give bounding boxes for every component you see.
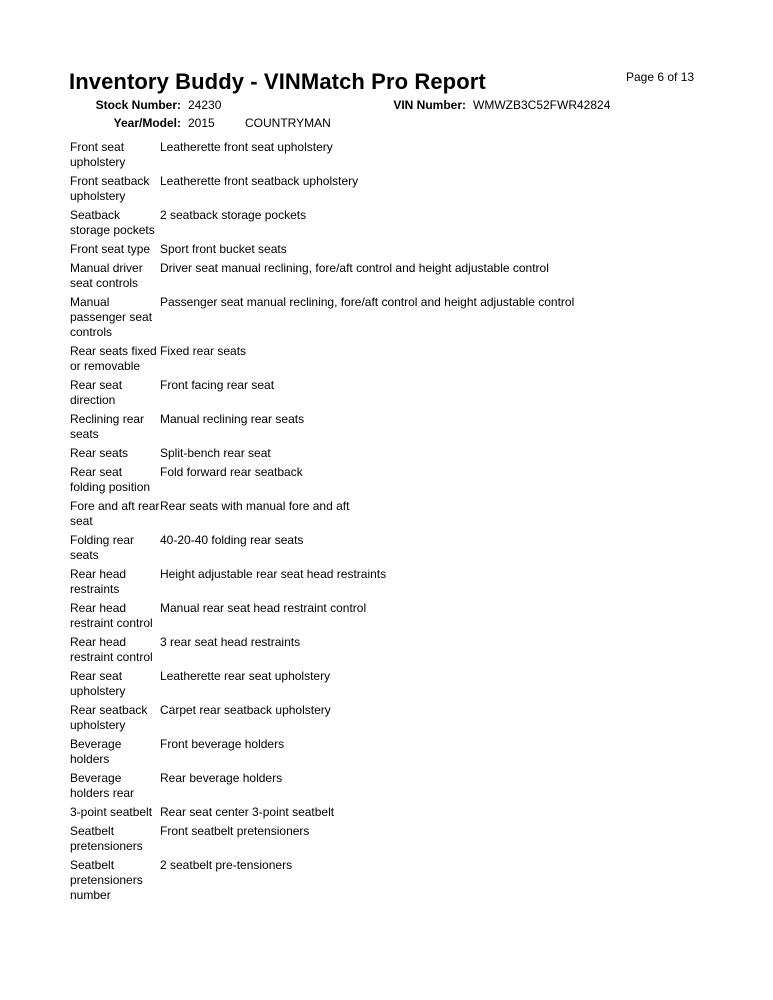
feature-row (70, 465, 710, 495)
feature-row (70, 703, 710, 733)
feature-value: 3 rear seat head restraints (160, 635, 301, 649)
model-value: COUNTRYMAN (245, 116, 331, 130)
feature-value: Carpet rear seatback upholstery (160, 703, 331, 717)
feature-value: Leatherette rear seat upholstery (160, 669, 331, 683)
feature-value: Front beverage holders (160, 737, 285, 751)
year-model-label: Year/Model: (113, 116, 181, 130)
vin-number-label: VIN Number: (393, 98, 466, 112)
feature-key: Rear seatback upholstery (70, 703, 148, 732)
feature-value: Fold forward rear seatback (160, 465, 303, 479)
feature-key: Seatback storage pockets (70, 208, 155, 237)
feature-row (70, 174, 710, 204)
feature-value: 2 seatbelt pre-tensioners (160, 858, 293, 872)
feature-key: Seatbelt pretensioners number (70, 858, 143, 902)
feature-value: Fixed rear seats (160, 344, 247, 358)
feature-value: Leatherette front seatback upholstery (160, 174, 359, 188)
feature-row (70, 771, 710, 801)
feature-value: Driver seat manual reclining, fore/aft control and height adjustable control (160, 261, 549, 275)
report-title: Inventory Buddy - VINMatch Pro Report (69, 69, 486, 94)
feature-value: 2 seatback storage pockets (160, 208, 307, 222)
feature-row (70, 378, 710, 408)
feature-key: Front seatback upholstery (70, 174, 150, 203)
stock-number-label: Stock Number: (95, 98, 181, 112)
feature-row (70, 858, 710, 903)
feature-key: Rear seat direction (70, 378, 123, 407)
feature-value: Height adjustable rear seat head restraints (160, 567, 387, 581)
feature-row (70, 412, 710, 442)
feature-value: Split-bench rear seat (160, 446, 271, 460)
feature-key: Reclining rear seats (70, 412, 145, 441)
feature-row (70, 295, 710, 340)
feature-key: Rear seat folding position (70, 465, 151, 494)
feature-list (70, 140, 710, 907)
feature-key: Rear head restraints (70, 567, 127, 596)
feature-key: 3-point seatbelt (70, 805, 153, 819)
feature-key: Rear seats (70, 446, 129, 460)
feature-row (70, 208, 710, 238)
vin-number-value: WMWZB3C52FWR42824 (473, 98, 611, 112)
feature-value: 40-20-40 folding rear seats (160, 533, 304, 547)
feature-key: Manual passenger seat controls (70, 295, 153, 339)
feature-key: Fore and aft rear seat (70, 499, 160, 528)
feature-value: Manual reclining rear seats (160, 412, 305, 426)
feature-row (70, 805, 710, 820)
feature-value: Rear seat center 3-point seatbelt (160, 805, 335, 819)
feature-value: Manual rear seat head restraint control (160, 601, 367, 615)
stock-number-value: 24230 (188, 98, 222, 112)
feature-row (70, 635, 710, 665)
feature-row (70, 446, 710, 461)
feature-key: Rear head restraint control (70, 635, 153, 664)
feature-value: Leatherette front seat upholstery (160, 140, 333, 154)
feature-key: Seatbelt pretensioners (70, 824, 143, 853)
feature-row (70, 601, 710, 631)
feature-key: Rear seats fixed or removable (70, 344, 157, 373)
page-number: Page 6 of 13 (626, 70, 695, 84)
feature-key: Front seat type (70, 242, 151, 256)
feature-key: Rear head restraint control (70, 601, 153, 630)
feature-row (70, 344, 710, 374)
feature-key: Rear seat upholstery (70, 669, 126, 698)
feature-value: Front facing rear seat (160, 378, 275, 392)
feature-value: Rear seats with manual fore and aft (160, 499, 350, 513)
feature-value: Sport front bucket seats (160, 242, 287, 256)
feature-key: Front seat upholstery (70, 140, 126, 169)
feature-value: Passenger seat manual reclining, fore/aft control and height adjustable control (160, 295, 575, 309)
feature-key: Beverage holders rear (70, 771, 135, 800)
year-value: 2015 (188, 116, 215, 130)
feature-row (70, 533, 710, 563)
feature-key: Folding rear seats (70, 533, 135, 562)
feature-row (70, 140, 710, 170)
feature-row (70, 499, 710, 529)
feature-row (70, 669, 710, 699)
feature-row (70, 261, 710, 291)
feature-row (70, 824, 710, 854)
feature-row (70, 567, 710, 597)
feature-key: Beverage holders (70, 737, 122, 766)
feature-key: Manual driver seat controls (70, 261, 143, 290)
feature-value: Rear beverage holders (160, 771, 283, 785)
feature-row (70, 242, 710, 257)
feature-value: Front seatbelt pretensioners (160, 824, 310, 838)
feature-row (70, 737, 710, 767)
